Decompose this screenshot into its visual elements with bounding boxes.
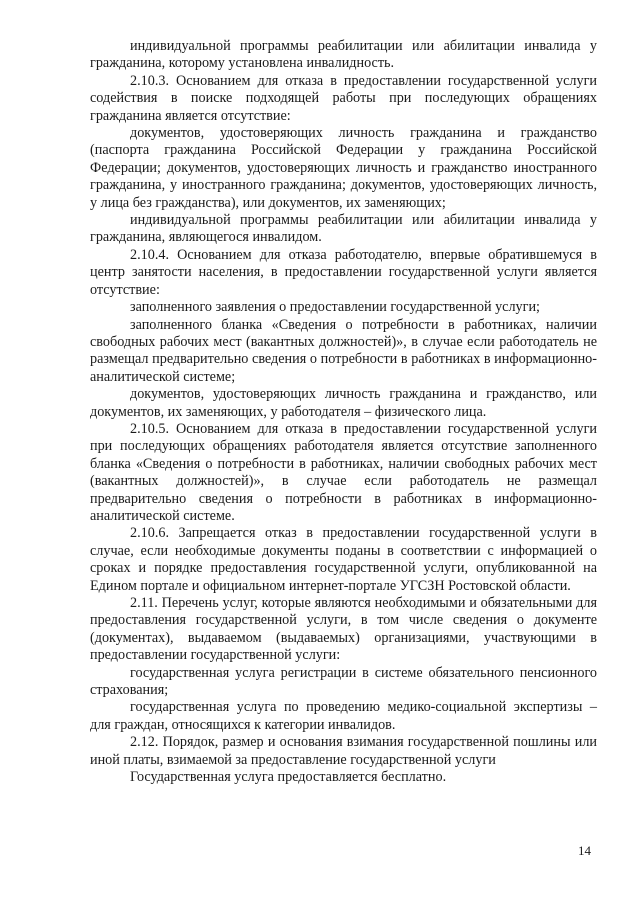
paragraph: государственная услуга регистрации в системе обязательного пенсионного страхования; [90, 664, 597, 699]
paragraph: государственная услуга по проведению медико-социальной экспертизы – для граждан, относящихся к категории инвалидов. [90, 699, 597, 733]
paragraph: документов, удостоверяющих личность гражданина и гражданство, или документов, их заменяющих, у работодателя – физического лица. [90, 386, 597, 420]
paragraph: 2.10.3. Основанием для отказа в предоставлении государственной услуги содействия в поиске подходящей работы при последующих обращениях гражданина является отсутствие: [90, 72, 597, 124]
page-number: 14 [578, 843, 591, 858]
paragraph: 2.10.4. Основанием для отказа работодателю, впервые обратившемуся в центр занятости населения, в предоставлении государственной услуги является отсутствие: [90, 246, 597, 298]
document-body [90, 38, 597, 786]
paragraph: 2.11. Перечень услуг, которые являются необходимыми и обязательными для предоставления государственной услуги, в том числе сведения о документе (документах), выдаваемом (выдаваемых) организациями, участвующими в предоставлении государственной услуги: [90, 595, 597, 664]
paragraph: индивидуальной программы реабилитации или абилитации инвалида у гражданина, являющегося инвалидом. [90, 212, 597, 246]
paragraph: Государственная услуга предоставляется бесплатно. [130, 769, 447, 786]
paragraph: 2.10.5. Основанием для отказа в предоставлении государственной услуги при последующих обращениях работодателя является отсутствие заполненного бланка «Сведения о потребности в работниках, наличии свободных рабочих мест (вакантных должностей)», в случае если работодатель не размещал предварительно сведения о потребности в работниках в информационно-аналитической системе. [90, 420, 597, 524]
paragraph: документов, удостоверяющих личность гражданина и гражданство (паспорта гражданина Российской Федерации у гражданина Российской Федерации; документов, удостоверяющих личность и гражданство иностранного гражданина, у иностранного гражданина; документов, удостоверяющих личность, у лица без гражданства), или документов, их заменяющих; [90, 125, 597, 211]
paragraph: 2.10.6. Запрещается отказ в предоставлении государственной услуги в случае, если необходимые документы поданы в соответствии с информацией о сроках и порядке предоставления государственной услуги, опубликованной на Едином портале и официальном интернет-портале УГСЗН Ростовской области. [90, 525, 597, 594]
paragraph: индивидуальной программы реабилитации или абилитации инвалида у гражданина, которому установлена инвалидность. [90, 38, 597, 72]
paragraph: 2.12. Порядок, размер и основания взимания государственной пошлины или иной платы, взимаемой за предоставление государственной услуги [90, 734, 597, 768]
paragraph: заполненного бланка «Сведения о потребности в работниках, наличии свободных рабочих мест (вакантных должностей)», в случае если работодатель не размещал предварительно сведения о потребности в работниках в информационно-аналитической системе; [90, 316, 597, 385]
paragraph: заполненного заявления о предоставлении государственной услуги; [130, 299, 541, 316]
